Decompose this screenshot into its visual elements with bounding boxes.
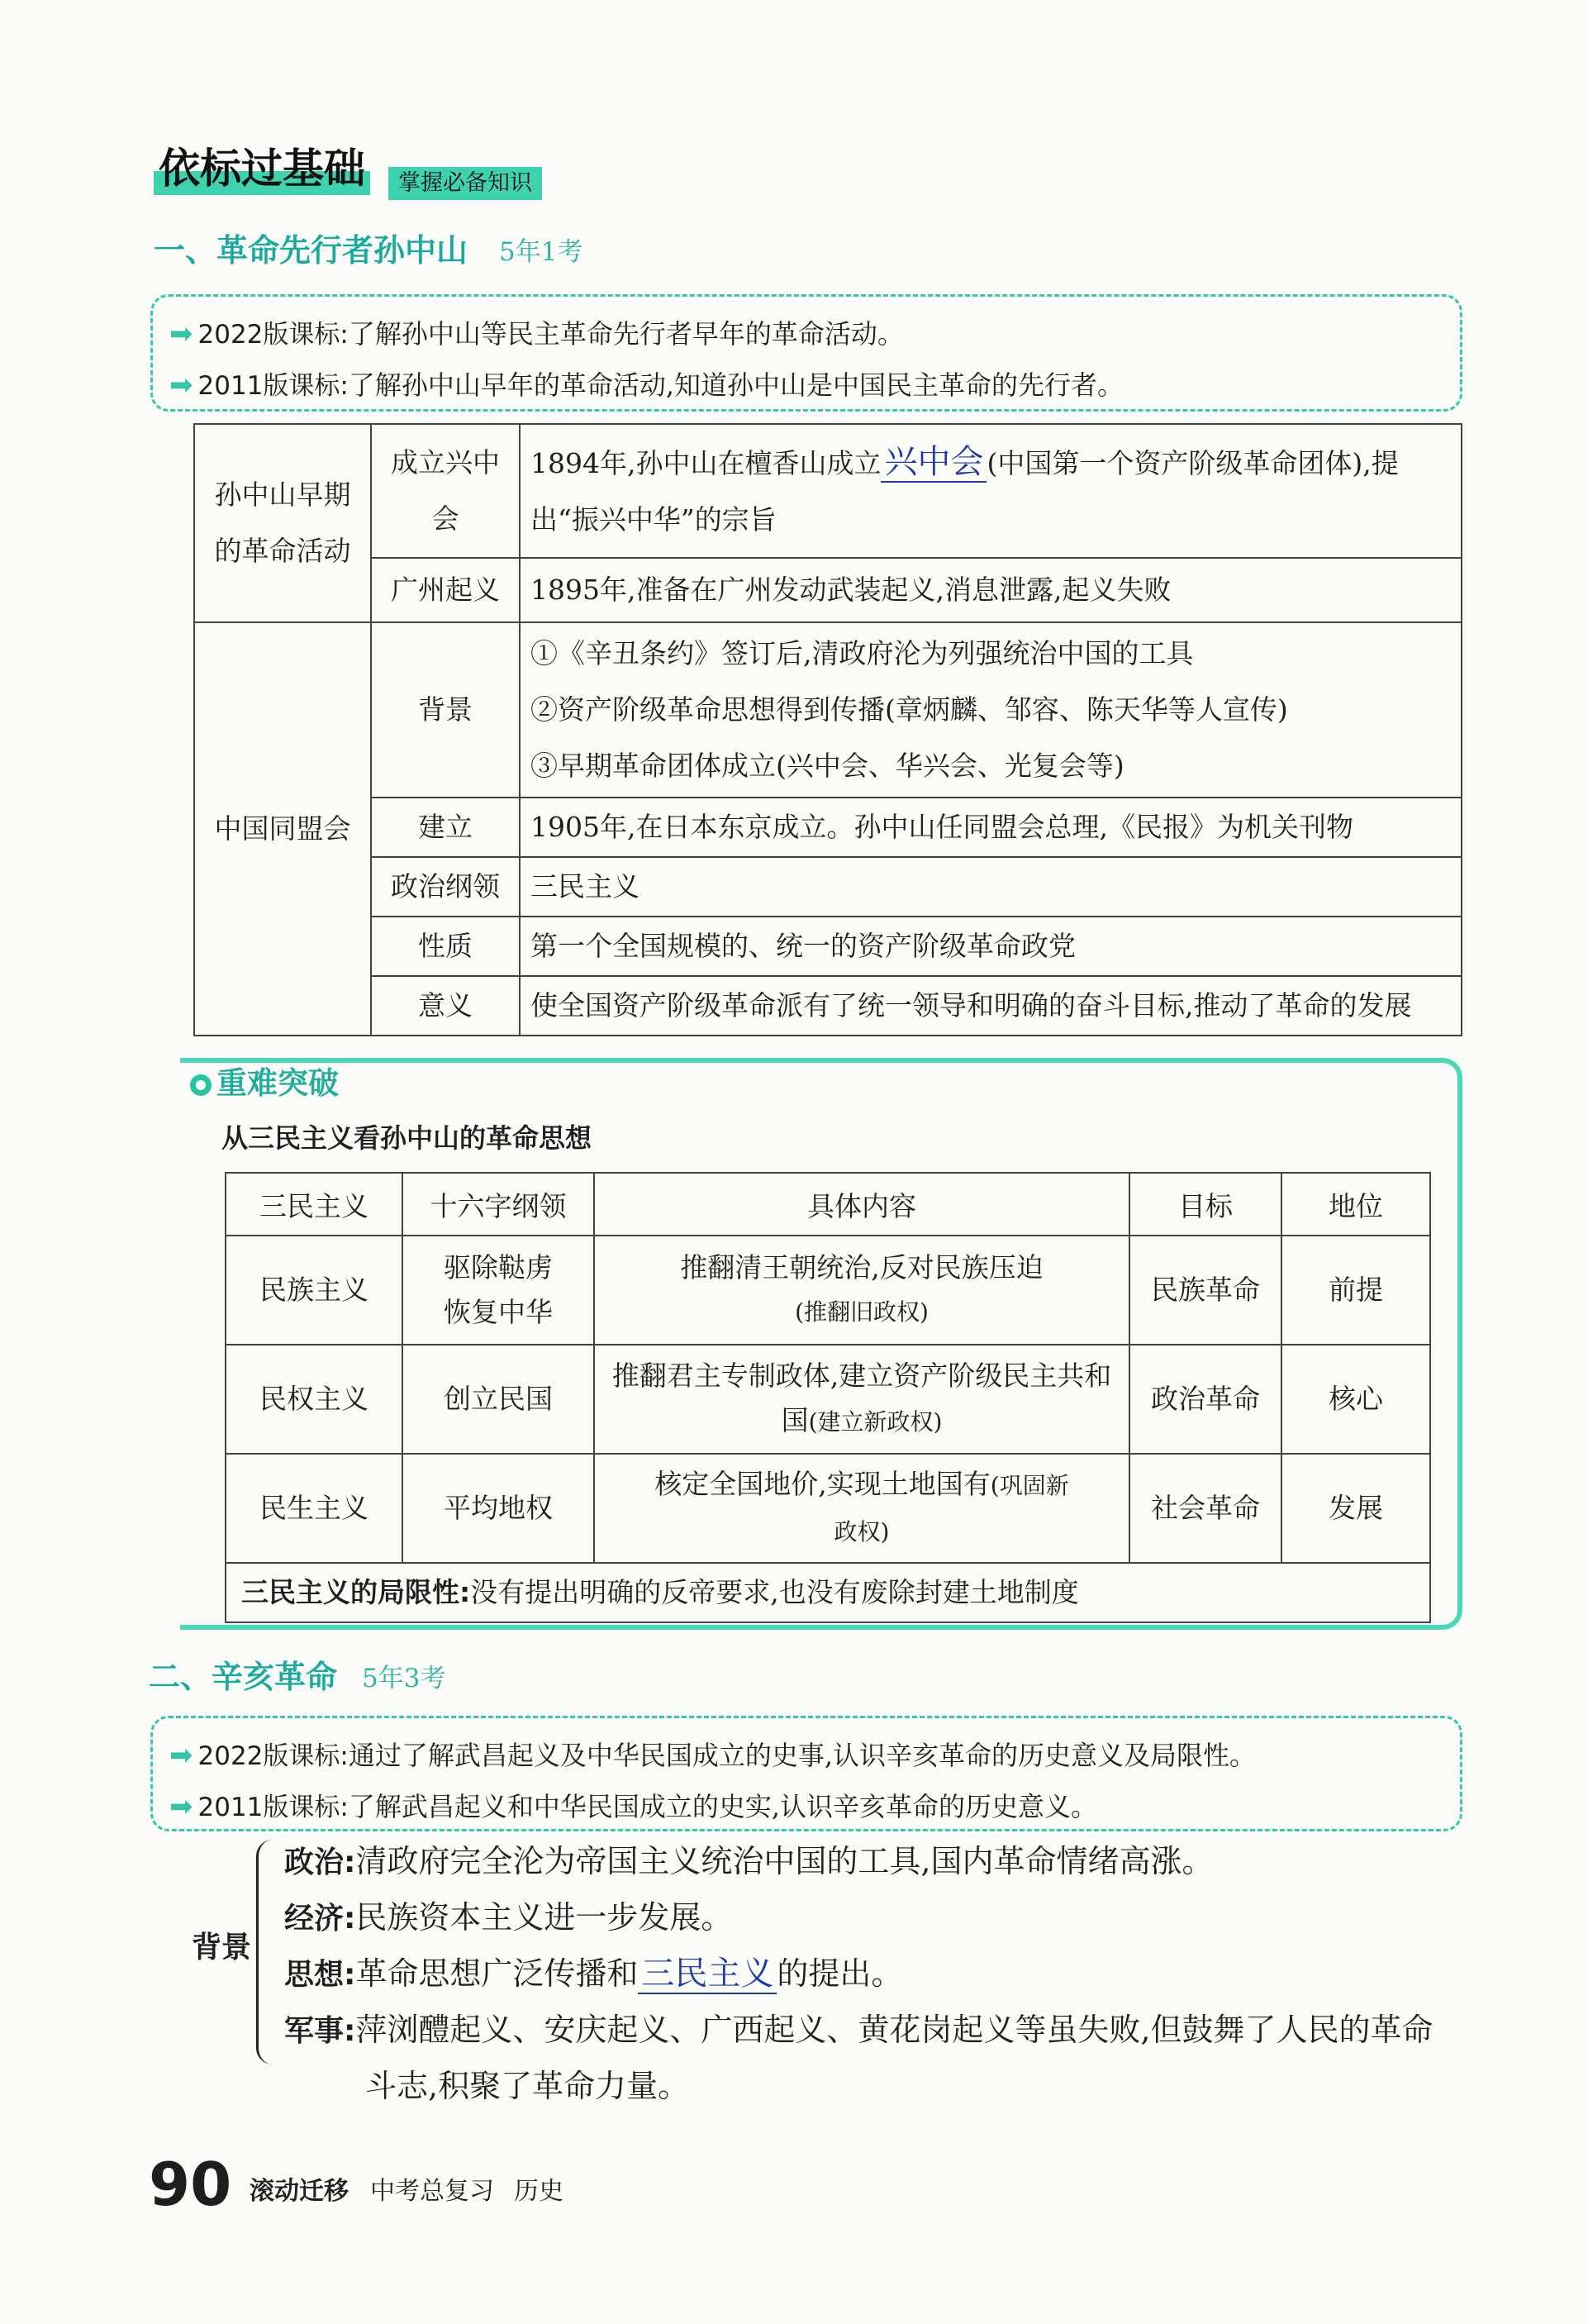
row-content — [520, 622, 1462, 798]
doctrine-cell: 民生主义 — [226, 1454, 402, 1563]
section2-heading: 二、辛亥革命 — [149, 1659, 338, 1695]
breakthrough-subtitle: 从三民主义看孙中山的革命思想 — [221, 1122, 592, 1154]
goal-cell: 政治革命 — [1129, 1345, 1281, 1454]
row-content: 1895年,准备在广州发动武装起义,消息泄露,起义失败 — [520, 558, 1462, 622]
curriculum-text: 了解武昌起义和中华民国成立的史实,认识辛亥革命的历史意义。 — [348, 1791, 1098, 1822]
goal-cell: 民族革命 — [1129, 1236, 1281, 1345]
content-cell: 推翻君主专制政体,建立资产阶级民主共和国(建立新政权) — [594, 1345, 1129, 1454]
row-key: 性质 — [371, 917, 520, 976]
curriculum-label: 2011版课标: — [197, 371, 349, 401]
arrow-right-icon: ➡ — [169, 369, 193, 402]
curriculum-text: 了解孙中山等民主革命先行者早年的革命活动。 — [348, 318, 904, 350]
group-early-activities: 孙中山早期的革命活动 — [194, 424, 371, 622]
column-header: 目标 — [1129, 1173, 1281, 1236]
background-item: 军事:萍浏醴起义、安庆起义、广西起义、黄花岗起义等虽失败,但鼓舞了人民的革命 — [284, 2012, 1433, 2048]
background-item: 政治:清政府完全沦为帝国主义统治中国的工具,国内革命情绪高涨。 — [284, 1843, 1214, 1879]
curriculum-row — [169, 308, 1460, 360]
row-content: 使全国资产阶级革命派有了统一领导和明确的奋斗目标,推动了革命的发展 — [520, 976, 1462, 1036]
section1-curriculum-box — [150, 294, 1462, 412]
breakthrough-heading — [190, 1063, 339, 1104]
curriculum-row — [169, 1781, 1460, 1832]
section1-frequency: 5年1考 — [499, 237, 583, 267]
row-key: 成立兴中会 — [371, 424, 520, 558]
content-cell: 核定全国地价,实现土地国有(巩固新政权) — [594, 1454, 1129, 1563]
series-name: 中考总复习 — [370, 2177, 494, 2206]
breakthrough-heading-text: 重难突破 — [216, 1065, 339, 1101]
section2-frequency: 5年3考 — [362, 1664, 446, 1693]
target-icon — [190, 1074, 212, 1096]
three-principles-table — [225, 1172, 1431, 1623]
limitation-row: 三民主义的局限性:没有提出明确的反帝要求,也没有废除封建土地制度 — [226, 1563, 1430, 1622]
status-cell: 前提 — [1281, 1236, 1430, 1345]
section2-curriculum-box — [150, 1716, 1462, 1831]
curriculum-label: 2022版课标: — [197, 320, 349, 350]
row-key: 建立 — [371, 798, 520, 857]
background-label: 背景 — [192, 1931, 252, 1964]
handwritten-keyword: 三民主义 — [638, 1955, 777, 1994]
row-key: 意义 — [371, 976, 520, 1036]
program-cell: 平均地权 — [402, 1454, 594, 1563]
status-cell: 核心 — [1281, 1345, 1430, 1454]
arrow-right-icon: ➡ — [169, 1790, 193, 1823]
background-line: ③早期革命团体成立(兴中会、华兴会、光复会等) — [530, 750, 1124, 782]
section1-heading: 一、革命先行者孙中山 — [154, 232, 468, 269]
curriculum-label: 2011版课标: — [197, 1793, 349, 1822]
status-cell: 发展 — [1281, 1454, 1430, 1563]
background-item-continued: 斗志,积聚了革命力量。 — [365, 2068, 690, 2104]
subject-name: 历史 — [514, 2177, 563, 2206]
arrow-right-icon: ➡ — [169, 1739, 193, 1772]
page-heading-subtitle: 掌握必备知识 — [388, 167, 542, 200]
content-cell: 推翻清王朝统治,反对民族压迫 (推翻旧政权) — [594, 1236, 1129, 1345]
sun-yatsen-table — [193, 423, 1462, 1036]
doctrine-cell: 民权主义 — [226, 1345, 402, 1454]
goal-cell: 社会革命 — [1129, 1454, 1281, 1563]
column-header: 十六字纲领 — [402, 1173, 594, 1236]
curriculum-text: 通过了解武昌起义及中华民国成立的史事,认识辛亥革命的历史意义及局限性。 — [348, 1740, 1257, 1771]
background-line: ①《辛丑条约》签订后,清政府沦为列强统治中国的工具 — [530, 637, 1194, 669]
row-content: 三民主义 — [520, 857, 1462, 917]
curriculum-label: 2022版课标: — [197, 1741, 349, 1771]
table-row — [226, 1345, 1430, 1454]
program-cell: 创立民国 — [402, 1345, 594, 1454]
group-tongmenghui: 中国同盟会 — [194, 622, 371, 1036]
row-content: 1894年,孙中山在檀香山成立 兴中会 (中国第一个资产阶级革命团体),提出“振兴中华”的宗旨 — [520, 424, 1462, 558]
row-content: 第一个全国规模的、统一的资产阶级革命政党 — [520, 917, 1462, 976]
curriculum-text: 了解孙中山早年的革命活动,知道孙中山是中国民主革命的先行者。 — [348, 369, 1124, 401]
row-key: 政治纲领 — [371, 857, 520, 917]
page-number: 90 — [149, 2150, 232, 2219]
curriculum-row — [169, 360, 1460, 411]
doctrine-cell: 民族主义 — [226, 1236, 402, 1345]
brace-icon — [256, 1840, 281, 2064]
program-cell: 驱除鞑虏 恢复中华 — [402, 1236, 594, 1345]
background-item: 思想:革命思想广泛传播和 三民主义 的提出。 — [284, 1955, 903, 1993]
background-line: ②资产阶级革命思想得到传播(章炳麟、邹容、陈天华等人宣传) — [530, 693, 1288, 726]
column-header: 地位 — [1281, 1173, 1430, 1236]
background-item: 经济:民族资本主义进一步发展。 — [284, 1899, 733, 1936]
table-row — [226, 1236, 1430, 1345]
row-key: 背景 — [371, 622, 520, 798]
book-name: 滚动迁移 — [250, 2177, 349, 2206]
column-header: 三民主义 — [226, 1173, 402, 1236]
arrow-right-icon: ➡ — [169, 317, 193, 350]
row-content: 1905年,在日本东京成立。孙中山任同盟会总理,《民报》为机关刊物 — [520, 798, 1462, 857]
column-header: 具体内容 — [594, 1173, 1129, 1236]
table-row — [226, 1454, 1430, 1563]
row-key: 广州起义 — [371, 558, 520, 622]
page-heading: 依标过基础 — [154, 142, 370, 195]
handwritten-keyword: 兴中会 — [881, 443, 987, 483]
curriculum-row — [169, 1730, 1460, 1781]
